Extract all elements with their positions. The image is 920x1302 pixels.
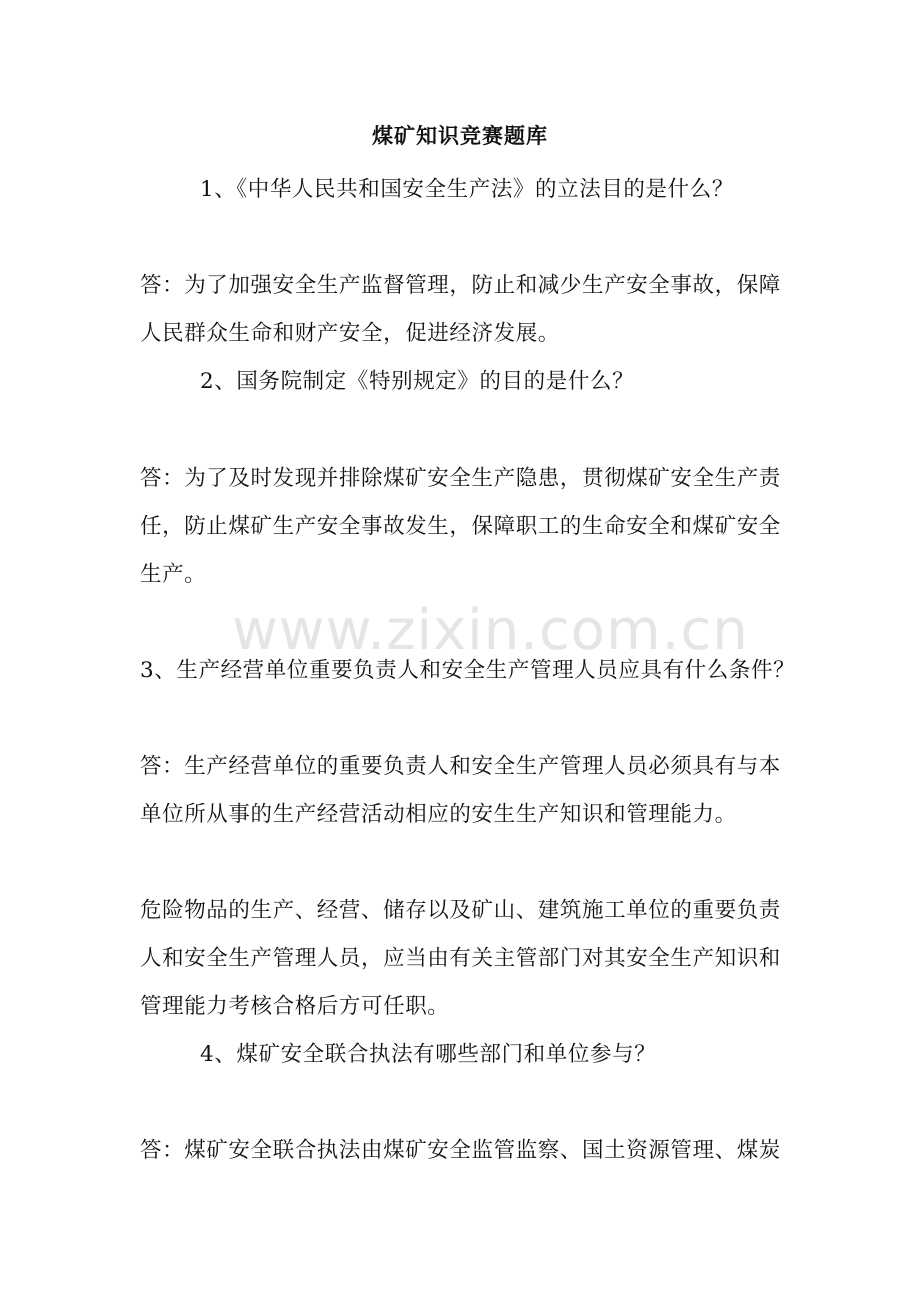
question-4: 4、煤矿安全联合执法有哪些部门和单位参与？ (200, 1042, 657, 1067)
paragraph-line-1: 危险物品的生产、经营、储存以及矿山、建筑施工单位的重要负责 (140, 898, 781, 923)
answer-3-line-2: 单位所从事的生产经营活动相应的安生生产知识和管理能力。 (140, 802, 737, 827)
document-title: 煤矿知识竞赛题库 (372, 123, 548, 148)
answer-4-line-1: 答：煤矿安全联合执法由煤矿安全监管监察、国土资源管理、煤炭 (140, 1138, 781, 1163)
answer-1-line-1: 答：为了加强安全生产监督管理，防止和减少生产安全事故，保障 (140, 273, 781, 298)
question-1: 1、《中华人民共和国安全生产法》的立法目的是什么？ (200, 177, 734, 202)
paragraph-line-2: 人和安全生产管理人员，应当由有关主管部门对其安全生产知识和 (140, 946, 781, 971)
answer-3-line-1: 答：生产经营单位的重要负责人和安全生产管理人员必须具有与本 (140, 754, 781, 779)
answer-1-line-2: 人民群众生命和财产安全，促进经济发展。 (140, 321, 560, 346)
question-3: 3、生产经营单位重要负责人和安全生产管理人员应具有什么条件？ (140, 658, 796, 683)
answer-2-line-3: 生产。 (140, 562, 207, 587)
answer-2-line-1: 答：为了及时发现并排除煤矿安全生产隐患，贯彻煤矿安全生产责 (140, 466, 781, 491)
answer-2-line-2: 任，防止煤矿生产安全事故发生，保障职工的生命安全和煤矿安全 (140, 514, 781, 539)
question-2: 2、国务院制定《特别规定》的目的是什么？ (200, 369, 635, 394)
watermark: www.zixin.com.cn (232, 598, 749, 663)
paragraph-line-3: 管理能力考核合格后方可任职。 (140, 994, 450, 1019)
